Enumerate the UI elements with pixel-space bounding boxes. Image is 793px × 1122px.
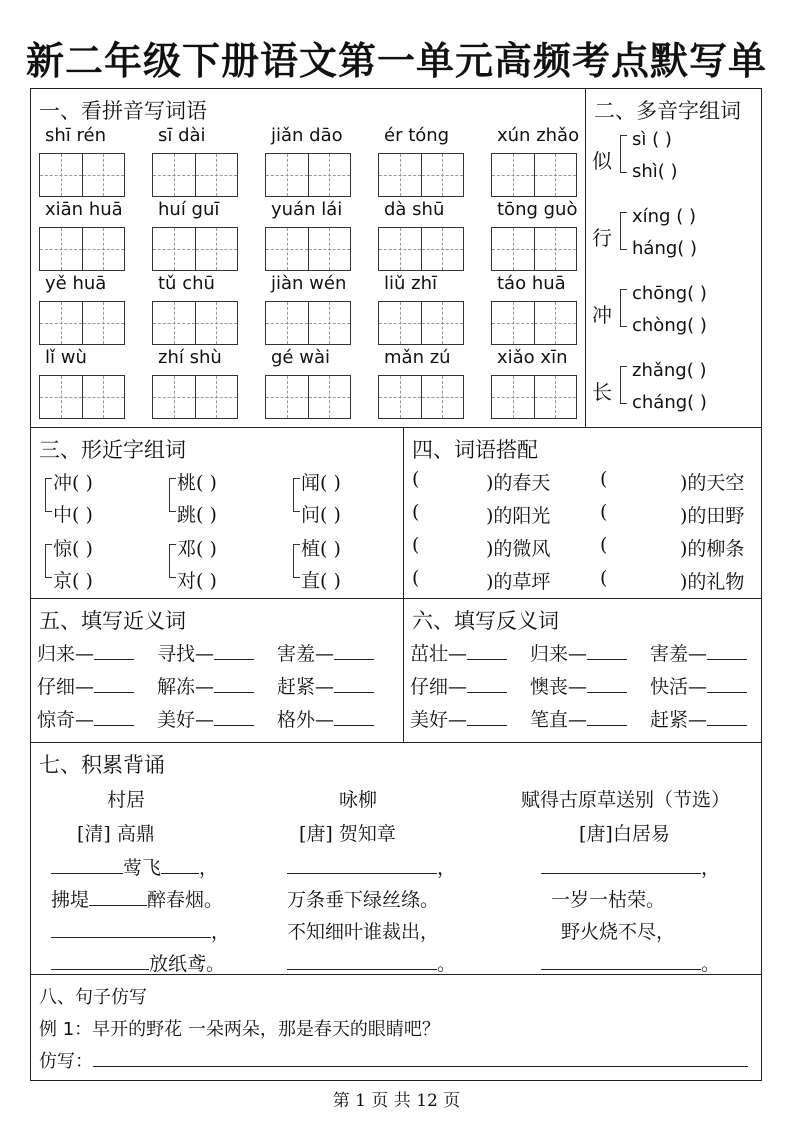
word-label: 归来— bbox=[530, 643, 588, 665]
paren-open: ( bbox=[412, 468, 420, 490]
writing-grid[interactable] bbox=[152, 301, 238, 345]
poem-1-title: 村居 bbox=[107, 789, 146, 811]
pinyin-label: lǐ wù bbox=[45, 347, 87, 368]
poem-3-author: [唐]白居易 bbox=[579, 823, 670, 845]
blank[interactable] bbox=[51, 855, 123, 874]
reading-a: zhǎng( ) bbox=[632, 360, 707, 381]
paren-open: ( bbox=[600, 534, 608, 556]
grid-cell[interactable] bbox=[535, 228, 577, 270]
section-5 bbox=[31, 599, 404, 743]
example-sentence: 例 1：早开的野花 一朵两朵，那是春天的眼睛吧？ bbox=[39, 1019, 440, 1040]
pinyin-label: jiàn wén bbox=[271, 273, 347, 294]
brace-icon bbox=[620, 135, 627, 173]
brace-icon bbox=[45, 544, 52, 578]
poem-1-line-2: 拂堤 醉春烟。 bbox=[51, 889, 224, 911]
poem-2-line-1: ， bbox=[287, 853, 456, 880]
grid-cell[interactable] bbox=[40, 228, 83, 270]
reading-b: chòng( ) bbox=[632, 315, 707, 336]
grid-cell[interactable] bbox=[422, 376, 464, 418]
answer-blank[interactable] bbox=[707, 641, 747, 660]
pinyin-label: táo huā bbox=[497, 273, 566, 294]
polyphone-char: 行 bbox=[592, 226, 612, 250]
word-fill bbox=[650, 639, 747, 666]
answer-blank[interactable] bbox=[587, 641, 627, 660]
paren-open: ( bbox=[412, 534, 420, 556]
answer-blank[interactable] bbox=[707, 707, 747, 726]
grid-cell[interactable] bbox=[535, 302, 577, 344]
writing-grid[interactable] bbox=[378, 227, 464, 271]
pinyin-label: yuán lái bbox=[271, 199, 343, 220]
pinyin-label: gé wài bbox=[271, 347, 330, 368]
word-label: 赶紧— bbox=[277, 676, 335, 698]
grid-cell[interactable] bbox=[153, 376, 196, 418]
poem-3-line-4: 。 bbox=[541, 949, 720, 976]
section-2-title: 二、多音字组词 bbox=[594, 99, 741, 123]
word-fill bbox=[37, 639, 134, 666]
poem-1-line-4: 放纸鸢。 bbox=[51, 949, 225, 976]
word-label: 茁壮— bbox=[410, 643, 468, 665]
similar-char-a: 闻( ) bbox=[301, 472, 341, 494]
grid-cell[interactable] bbox=[379, 376, 422, 418]
answer-blank[interactable] bbox=[334, 641, 374, 660]
grid-cell[interactable] bbox=[83, 154, 125, 196]
word-label: 美好— bbox=[410, 709, 468, 731]
word-fill bbox=[410, 639, 507, 666]
answer-blank[interactable] bbox=[467, 641, 507, 660]
paren-open: ( bbox=[412, 567, 420, 589]
word-fill bbox=[530, 672, 627, 699]
worksheet-frame bbox=[30, 88, 762, 1081]
answer-blank[interactable] bbox=[214, 707, 254, 726]
pinyin-label: zhí shù bbox=[158, 347, 222, 368]
writing-grid[interactable] bbox=[378, 153, 464, 197]
word-fill bbox=[157, 639, 254, 666]
imitate-line: 仿写： bbox=[39, 1047, 748, 1073]
pinyin-label: jiǎn dāo bbox=[271, 125, 343, 146]
poem-2-line-4: 。 bbox=[287, 949, 456, 976]
section-4 bbox=[404, 428, 761, 599]
writing-grid[interactable] bbox=[265, 153, 351, 197]
reading-a: xíng ( ) bbox=[632, 206, 696, 227]
word-fill bbox=[157, 705, 254, 732]
grid-cell[interactable] bbox=[422, 302, 464, 344]
pinyin-label: yě huā bbox=[45, 273, 107, 294]
brace-icon bbox=[293, 478, 300, 512]
reading-b: shì( ) bbox=[632, 161, 678, 182]
poem-3-line-1: ， bbox=[541, 853, 720, 880]
pinyin-label: huí guī bbox=[158, 199, 220, 220]
section-1 bbox=[31, 89, 586, 428]
grid-cell[interactable] bbox=[196, 376, 238, 418]
grid-cell[interactable] bbox=[309, 154, 351, 196]
word-label: 仔细— bbox=[37, 676, 95, 698]
grid-cell[interactable] bbox=[153, 228, 196, 270]
grid-cell[interactable] bbox=[492, 154, 535, 196]
brace-icon bbox=[293, 544, 300, 578]
similar-char-b: 京( ) bbox=[53, 570, 93, 592]
similar-char-b: 直( ) bbox=[301, 570, 341, 592]
grid-cell[interactable] bbox=[379, 302, 422, 344]
blank[interactable] bbox=[541, 855, 701, 874]
word-label: 仔细— bbox=[410, 676, 468, 698]
answer-blank[interactable] bbox=[94, 674, 134, 693]
grid-cell[interactable] bbox=[266, 228, 309, 270]
writing-grid[interactable] bbox=[491, 301, 577, 345]
answer-blank[interactable] bbox=[467, 674, 507, 693]
word-label: 寻找— bbox=[157, 643, 215, 665]
polyphone-char: 似 bbox=[592, 149, 612, 173]
pinyin-label: liǔ zhī bbox=[384, 273, 437, 294]
grid-cell[interactable] bbox=[379, 154, 422, 196]
word-fill bbox=[157, 672, 254, 699]
word-label: 害羞— bbox=[650, 643, 708, 665]
section-3 bbox=[31, 428, 404, 599]
phrase-2: )的田野 bbox=[680, 505, 745, 527]
grid-cell[interactable] bbox=[266, 376, 309, 418]
answer-blank[interactable] bbox=[94, 707, 134, 726]
writing-grid[interactable] bbox=[491, 375, 577, 419]
writing-grid[interactable] bbox=[39, 227, 125, 271]
poem-3-line-3: 野火烧不尽， bbox=[561, 921, 676, 943]
paren-open: ( bbox=[600, 468, 608, 490]
phrase-1: )的草坪 bbox=[486, 571, 551, 593]
pinyin-label: tōng guò bbox=[497, 199, 578, 220]
brace-icon bbox=[620, 289, 627, 327]
writing-grid[interactable] bbox=[152, 227, 238, 271]
poem-3-title: 赋得古原草送别（节选） bbox=[521, 789, 731, 811]
writing-grid[interactable] bbox=[39, 375, 125, 419]
pinyin-label: shī rén bbox=[45, 125, 106, 146]
grid-cell[interactable] bbox=[309, 376, 351, 418]
answer-blank[interactable] bbox=[587, 674, 627, 693]
phrase-1: )的微风 bbox=[486, 538, 551, 560]
similar-char-b: 对( ) bbox=[177, 570, 217, 592]
pinyin-label: dà shū bbox=[384, 199, 445, 220]
section-2 bbox=[586, 89, 761, 428]
poem-1-line-1: 莺飞 ， bbox=[51, 853, 218, 880]
word-fill bbox=[410, 672, 507, 699]
writing-grid[interactable] bbox=[378, 301, 464, 345]
grid-cell[interactable] bbox=[40, 302, 83, 344]
poem-3-line-2: 一岁一枯荣。 bbox=[551, 889, 666, 911]
word-label: 格外— bbox=[277, 709, 335, 731]
grid-cell[interactable] bbox=[40, 154, 83, 196]
grid-cell[interactable] bbox=[83, 302, 125, 344]
section-1-title: 一、看拼音写词语 bbox=[39, 99, 207, 123]
word-fill bbox=[277, 705, 374, 732]
similar-char-b: 跳( ) bbox=[177, 504, 217, 526]
grid-cell[interactable] bbox=[309, 228, 351, 270]
similar-char-a: 惊( ) bbox=[53, 538, 93, 560]
section-5-title: 五、填写近义词 bbox=[39, 609, 186, 633]
paren-open: ( bbox=[600, 567, 608, 589]
section-7-title: 七、积累背诵 bbox=[39, 753, 165, 777]
writing-grid[interactable] bbox=[378, 375, 464, 419]
grid-cell[interactable] bbox=[266, 302, 309, 344]
writing-grid[interactable] bbox=[39, 153, 125, 197]
pinyin-label: xún zhǎo bbox=[497, 125, 580, 146]
answer-blank[interactable] bbox=[334, 707, 374, 726]
section-3-title: 三、形近字组词 bbox=[39, 438, 186, 462]
pinyin-label: xiān huā bbox=[45, 199, 123, 220]
page-title: 新二年级下册语文第一单元高频考点默写单 bbox=[25, 38, 767, 83]
phrase-2: )的天空 bbox=[680, 472, 745, 494]
imitate-blank[interactable] bbox=[93, 1048, 748, 1067]
poem-2-line-3: 不知细叶谁裁出， bbox=[287, 921, 440, 943]
brace-icon bbox=[169, 478, 176, 512]
brace-icon bbox=[45, 478, 52, 512]
grid-cell[interactable] bbox=[422, 228, 464, 270]
polyphone-char: 冲 bbox=[592, 303, 612, 327]
answer-blank[interactable] bbox=[94, 641, 134, 660]
phrase-2: )的礼物 bbox=[680, 571, 745, 593]
grid-cell[interactable] bbox=[492, 376, 535, 418]
similar-char-a: 邓( ) bbox=[177, 538, 217, 560]
word-fill bbox=[650, 672, 747, 699]
poem-1-line-3: ， bbox=[51, 917, 230, 944]
word-fill bbox=[650, 705, 747, 732]
similar-char-b: 问( ) bbox=[301, 504, 341, 526]
writing-grid[interactable] bbox=[152, 375, 238, 419]
grid-cell[interactable] bbox=[40, 376, 83, 418]
grid-cell[interactable] bbox=[196, 154, 238, 196]
grid-cell[interactable] bbox=[196, 302, 238, 344]
brace-icon bbox=[169, 544, 176, 578]
grid-cell[interactable] bbox=[535, 376, 577, 418]
answer-blank[interactable] bbox=[707, 674, 747, 693]
reading-b: háng( ) bbox=[632, 238, 698, 259]
similar-char-a: 植( ) bbox=[301, 538, 341, 560]
grid-cell[interactable] bbox=[379, 228, 422, 270]
writing-grid[interactable] bbox=[152, 153, 238, 197]
blank[interactable] bbox=[51, 919, 211, 938]
section-4-title: 四、词语搭配 bbox=[412, 438, 538, 462]
blank[interactable] bbox=[287, 855, 437, 874]
page-number: 第 1 页 共 12 页 bbox=[332, 1091, 461, 1111]
word-fill bbox=[277, 639, 374, 666]
brace-icon bbox=[620, 366, 627, 404]
pinyin-label: sī dài bbox=[158, 125, 206, 146]
word-label: 懊丧— bbox=[530, 676, 588, 698]
blank[interactable] bbox=[51, 951, 149, 970]
answer-blank[interactable] bbox=[214, 641, 254, 660]
phrase-1: )的阳光 bbox=[486, 505, 551, 527]
word-label: 快活— bbox=[650, 676, 708, 698]
similar-char-b: 中( ) bbox=[53, 504, 93, 526]
grid-cell[interactable] bbox=[266, 154, 309, 196]
pinyin-label: tǔ chū bbox=[158, 273, 215, 294]
pinyin-label: ér tóng bbox=[384, 125, 450, 146]
word-label: 惊奇— bbox=[37, 709, 95, 731]
word-label: 美好— bbox=[157, 709, 215, 731]
grid-cell[interactable] bbox=[196, 228, 238, 270]
pinyin-label: xiǎo xīn bbox=[497, 347, 568, 368]
grid-cell[interactable] bbox=[492, 302, 535, 344]
writing-grid[interactable] bbox=[265, 227, 351, 271]
grid-cell[interactable] bbox=[83, 376, 125, 418]
writing-grid[interactable] bbox=[265, 375, 351, 419]
similar-char-a: 桃( ) bbox=[177, 472, 217, 494]
word-label: 赶紧— bbox=[650, 709, 708, 731]
reading-a: sì ( ) bbox=[632, 129, 672, 150]
word-fill bbox=[530, 705, 627, 732]
reading-b: cháng( ) bbox=[632, 392, 707, 413]
paren-open: ( bbox=[412, 501, 420, 523]
poem-1-author: [清] 高鼎 bbox=[77, 823, 155, 845]
grid-cell[interactable] bbox=[535, 154, 577, 196]
grid-cell[interactable] bbox=[309, 302, 351, 344]
brace-icon bbox=[620, 212, 627, 250]
grid-cell[interactable] bbox=[153, 302, 196, 344]
answer-blank[interactable] bbox=[334, 674, 374, 693]
word-label: 害羞— bbox=[277, 643, 335, 665]
phrase-2: )的柳条 bbox=[680, 538, 745, 560]
grid-cell[interactable] bbox=[492, 228, 535, 270]
paren-open: ( bbox=[600, 501, 608, 523]
grid-cell[interactable] bbox=[153, 154, 196, 196]
writing-grid[interactable] bbox=[491, 153, 577, 197]
blank[interactable] bbox=[541, 951, 701, 970]
section-6-title: 六、填写反义词 bbox=[412, 609, 559, 633]
word-fill bbox=[277, 672, 374, 699]
section-8-title: 八、句子仿写 bbox=[39, 987, 147, 1008]
pinyin-label: mǎn zú bbox=[384, 347, 451, 368]
word-fill bbox=[37, 672, 134, 699]
writing-grid[interactable] bbox=[39, 301, 125, 345]
section-8 bbox=[31, 975, 761, 1080]
word-fill bbox=[530, 639, 627, 666]
section-7 bbox=[31, 743, 761, 975]
poem-2-title: 咏柳 bbox=[339, 789, 378, 811]
word-label: 解冻— bbox=[157, 676, 215, 698]
section-6 bbox=[404, 599, 761, 743]
word-fill bbox=[410, 705, 507, 732]
poem-2-author: [唐] 贺知章 bbox=[299, 823, 396, 845]
word-fill bbox=[37, 705, 134, 732]
phrase-1: )的春天 bbox=[486, 472, 551, 494]
blank[interactable] bbox=[287, 951, 437, 970]
word-label: 归来— bbox=[37, 643, 95, 665]
answer-blank[interactable] bbox=[587, 707, 627, 726]
answer-blank[interactable] bbox=[214, 674, 254, 693]
grid-cell[interactable] bbox=[83, 228, 125, 270]
poem-2-line-2: 万条垂下绿丝绦。 bbox=[287, 889, 440, 911]
grid-cell[interactable] bbox=[422, 154, 464, 196]
writing-grid[interactable] bbox=[491, 227, 577, 271]
reading-a: chōng( ) bbox=[632, 283, 707, 304]
polyphone-char: 长 bbox=[592, 380, 612, 404]
answer-blank[interactable] bbox=[467, 707, 507, 726]
similar-char-a: 冲( ) bbox=[53, 472, 93, 494]
word-label: 笔直— bbox=[530, 709, 588, 731]
blank[interactable] bbox=[89, 887, 147, 906]
writing-grid[interactable] bbox=[265, 301, 351, 345]
blank[interactable] bbox=[161, 855, 199, 874]
